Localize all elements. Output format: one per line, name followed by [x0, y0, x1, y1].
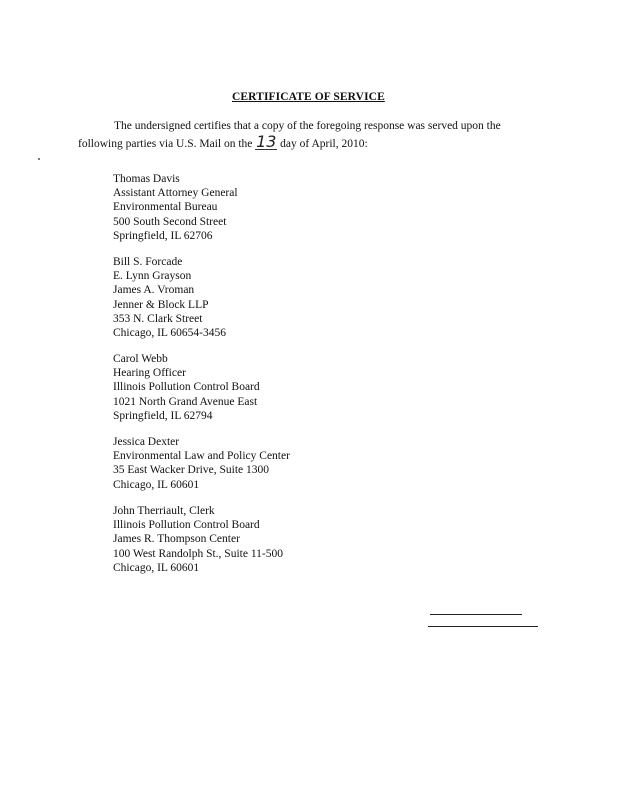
party-line: Bill S. Forcade	[113, 256, 183, 268]
party-line: Chicago, IL 60601	[113, 561, 200, 574]
party-line: Environmental Bureau	[113, 201, 218, 214]
party-line: Assistant Attorney General	[113, 187, 238, 200]
party-line: James R. Thompson Center	[113, 533, 240, 546]
party-line: Environmental Law and Policy Center	[113, 450, 290, 463]
party-line: 1021 North Grand Avenue East	[113, 395, 258, 408]
party-block-jenner-block	[113, 255, 226, 340]
certification-line-1: The undersigned certifies that a copy of the foregoing response was served upon the	[114, 120, 501, 132]
scan-speck	[38, 158, 40, 160]
party-line: Chicago, IL 60601	[113, 478, 200, 491]
party-line: Thomas Davis	[113, 173, 180, 185]
signature-line	[430, 614, 522, 615]
certification-paragraph	[78, 118, 528, 153]
party-line: 353 N. Clark Street	[113, 312, 203, 325]
party-line: Springfield, IL 62706	[113, 229, 213, 242]
party-line: Jessica Dexter	[113, 436, 180, 448]
party-line: Illinois Pollution Control Board	[113, 519, 260, 532]
party-line: 100 West Randolph St., Suite 11-500	[113, 547, 283, 560]
party-block-webb	[113, 352, 260, 423]
party-block-therriault	[113, 504, 283, 575]
party-line: Carol Webb	[113, 353, 168, 365]
party-line: James A. Vroman	[113, 284, 195, 297]
party-line: Illinois Pollution Control Board	[113, 381, 260, 394]
party-line: 500 South Second Street	[113, 215, 227, 228]
party-block-dexter	[113, 435, 290, 492]
page-title: CERTIFICATE OF SERVICE	[232, 91, 385, 103]
party-line: Chicago, IL 60654-3456	[113, 327, 226, 340]
handwritten-day: 13	[256, 132, 277, 151]
party-line: Jenner & Block LLP	[113, 298, 209, 311]
certification-line-2-start: following parties via U.S. Mail on the	[78, 138, 256, 150]
certification-line-2	[78, 132, 528, 153]
party-block-davis	[113, 172, 238, 243]
party-line: Hearing Officer	[113, 367, 186, 380]
party-line: E. Lynn Grayson	[113, 270, 192, 283]
party-line: John Therriault, Clerk	[113, 505, 215, 517]
certification-line-2-end: day of April, 2010:	[277, 138, 368, 150]
party-line: 35 East Wacker Drive, Suite 1300	[113, 464, 269, 477]
party-line: Springfield, IL 62794	[113, 409, 213, 422]
signature-line-underline	[428, 626, 538, 627]
